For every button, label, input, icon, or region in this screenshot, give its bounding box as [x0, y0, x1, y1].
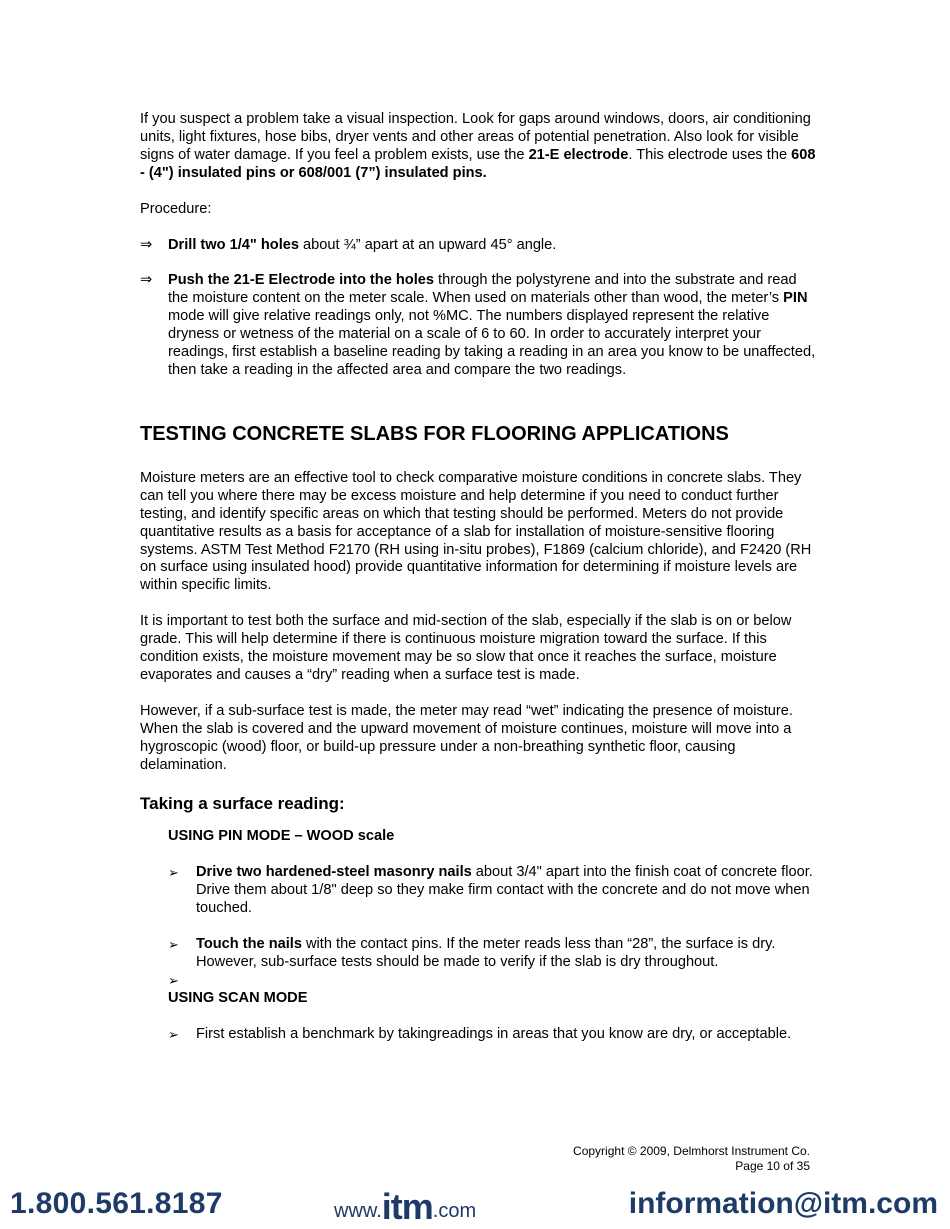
copyright-text: Copyright © 2009, Delmhorst Instrument Co. — [573, 1144, 810, 1158]
empty-bullet-item — [140, 972, 820, 990]
section-paragraph: Moisture meters are an effective tool to check comparative moisture conditions in concrete slabs. They can tell you where there may be excess moisture and help determine if you need to conduct further testing, and identify specific areas on which that testing should be performed. Meters do not provide quantitative results as a basis for acceptance of a slab for installation of moisture-sensitive flooring systems. ASTM Test Method F2170 (RH using in-situ probes), F1869 (calcium chloride), and F2420 (RH on surface using insulated hood) provide quantitative information for determining if moisture levels are within specific limits. — [140, 469, 812, 594]
arrow-icon: ⇒ — [140, 236, 153, 253]
bullet-item: ➢ First establish a benchmark by takingreadings in areas that you know are dry, or acceptable. — [168, 1025, 792, 1042]
bullet-item: ➢ Drive two hardened-steel masonry nails about 3/4" apart into the finish coat of concrete floor. Drive them about 1/8" deep so they make firm contact with the concrete and do not move when touched. — [168, 864, 813, 917]
bullet-arrow-icon: ➢ — [168, 1026, 179, 1042]
step-item: ⇒ Drill two 1/4" holes about ¾” apart at an upward 45° angle. — [140, 236, 557, 253]
procedure-label: Procedure: — [140, 200, 212, 217]
intro-paragraph: If you suspect a problem take a visual inspection. Look for gaps around windows, doors, air conditioning units, light fixtures, hose bibs, dryer vents and other areas of potential penetration. Also look for visible signs of water damage. If you feel a problem exists, use the 21-E electrode. This electrode uses the 608 - (4") insulated pins or 608/001 (7”) insulated pins. — [140, 111, 816, 181]
bullet-arrow-icon: ➢ — [168, 937, 179, 953]
phone-number: 1.800.561.8187 — [10, 1187, 223, 1220]
itm-logo: itm — [381, 1186, 433, 1227]
contact-banner — [0, 1180, 950, 1229]
bullet-arrow-icon: ➢ — [168, 865, 179, 881]
bullet-item: ➢ Touch the nails with the contact pins. If the meter reads less than “28”, the surface is dry. However, sub-surface tests should be made to verify if the slab is dry throughout. — [168, 936, 776, 970]
page-footer — [573, 1144, 810, 1174]
section-paragraph: It is important to test both the surface and mid-section of the slab, especially if the slab is on or below grade. This will help determine if there is continuous moisture migration toward the surface. If this condition exists, the moisture movement may be so slow that once it reaches the surface, moisture evaporates and causes a “dry” reading when a surface test is made. — [140, 613, 792, 683]
section-paragraph: However, if a sub-surface test is made, the meter may read “wet” indicating the presence of moisture. When the slab is covered and the upward movement of moisture continues, moisture will move into a hygroscopic (wood) floor, or build-up pressure under a non-breathing synthetic floor, causing delamination. — [140, 702, 793, 773]
step-item: ⇒ Push the 21-E Electrode into the holes through the polystyrene and into the substrate and read the moisture content on the meter scale. When used on materials other than wood, the meter’s PIN mode will give relative readings only, not %MC. The numbers displayed represent the relative dryness or wetness of the material on a scale of 6 to 60. In order to accurately interpret your readings, first establish a baseline reading by taking a reading in an area you know to be unaffected, then take a reading in the affected area and compare the two readings. — [140, 272, 816, 378]
bullet-arrow-icon: ➢ — [168, 972, 179, 988]
email-address: information@itm.com — [628, 1187, 938, 1220]
subsection-heading: Taking a surface reading: — [140, 794, 345, 814]
page-number: Page 10 of 35 — [735, 1159, 810, 1173]
arrow-icon: ⇒ — [140, 272, 153, 289]
page-content — [140, 111, 820, 1044]
website-logo: www.itm.com — [334, 1186, 477, 1227]
section-heading: TESTING CONCRETE SLABS FOR FLOORING APPLICATIONS — [140, 422, 729, 445]
pin-mode-heading: USING PIN MODE – WOOD scale — [168, 828, 395, 845]
scan-mode-heading: USING SCAN MODE — [168, 989, 308, 1006]
